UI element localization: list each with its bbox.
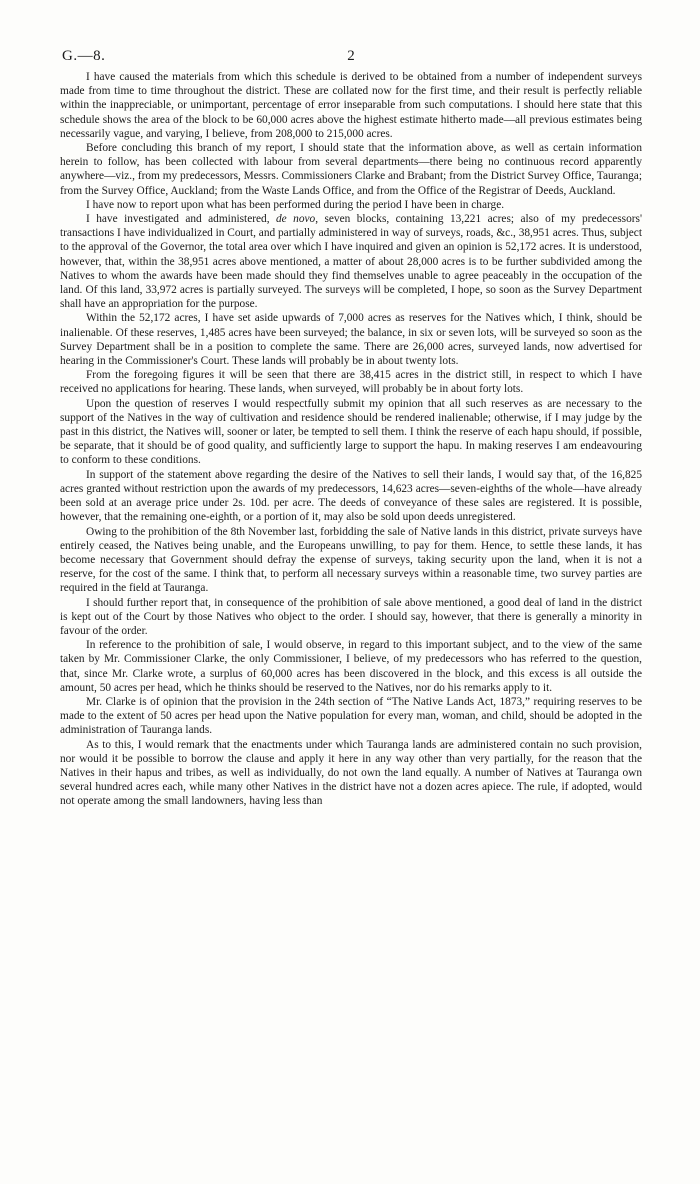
italic-phrase: de novo — [276, 213, 316, 226]
paragraph: Before concluding this branch of my report, I should state that the information above, as well as certain information herein to follow, has been collected with labour from several departments—there being no continuous record apparently anywhere—viz., from my predecessors, Messrs. Commissioners Clarke and Brabant; from the District Survey Office, Tauranga; from the Survey Office, Auckland; from the Waste Lands Office, and from the Office of the Registrar of Deeds, Auckland. — [60, 142, 642, 197]
paragraph: Owing to the prohibition of the 8th November last, forbidding the sale of Native lands in this district, private surveys have entirely ceased, the Natives being unable, and the Europeans unwilling, to pay for them. Hence, to settle these lands, it has become necessary that Government should defray the expense of surveys, taking security upon the land, when it is not a reserve, for the cost of the same. I think that, to perform all necessary surveys within a reasonable time, two survey parties are required in the field at Tauranga. — [60, 525, 642, 595]
paragraph: I have caused the materials from which this schedule is derived to be obtained from a number of independent surveys made from time to time throughout the district. These are collated now for the first time, and their result is perfectly reliable within the inappreciable, or unimportant, percentage of error inseparable from such computations. I should here state that this schedule shows the area of the block to be 60,000 acres above the highest estimate hitherto made—all previous estimates being necessarily vague, and varying, I believe, from 208,000 to 215,000 acres. — [60, 71, 642, 140]
paragraph: In support of the statement above regarding the desire of the Natives to sell their lands, I would say that, of the 16,825 acres granted without restriction upon the awards of my predecessors, 14,623 acres—seven-eighths of the whole—have already been sold at an average price under 2s. 10d. per acre. The deeds of conveyance of these sales are registered. It is possible, however, that the remaining one-eighth, or a portion of it, may also be sold upon deeds unregistered. — [60, 468, 642, 524]
paragraph: I have now to report upon what has been performed during the period I have been in charge. — [86, 198, 505, 211]
paragraph: Mr. Clarke is of opinion that the provision in the 24th section of “The Native Lands Act, 1873,” requiring reserves to be made to the extent of 50 acres per head upon the Native population for every man, woman, and child, should be adopted in the administration of Tauranga lands. — [60, 695, 642, 737]
document-reference: G.—8. — [62, 48, 106, 64]
page-number: 2 — [347, 48, 355, 64]
paragraph: Within the 52,172 acres, I have set aside upwards of 7,000 acres as reserves for the Natives which, I think, should be inalienable. Of these reserves, 1,485 acres have been surveyed; the balance, in six or seven lots, will be surveyed so soon as the Survey Department shall be in a position to complete the same. There are 26,000 acres, surveyed lands, now advertised for hearing in the Commissioner's Court. These lands will probably be in about twenty lots. — [60, 312, 642, 368]
paragraph: Upon the question of reserves I would respectfully submit my opinion that all such reserves as are necessary to the support of the Natives in the way of cultivation and residence should be rendered inalienable; otherwise, if I may judge by the past in this district, the Natives will, sooner or later, be tempted to sell them. I think the reserve of each hapu should, if possible, be separate, that it should be of good quality, and sufficiently large to support the hapu. In making reserves I am endeavouring to conform to these conditions. — [60, 397, 642, 467]
paragraph: I have investigated and administered, de novo, seven blocks, containing 13,221 acres; also of my predecessors' transactions I have individualized in Court, and partially administered in way of surveys, roads, &c., 38,951 acres. Thus, subject to the approval of the Governor, the total area over which I have inquired and given an opinion is 52,172 acres. It is understood, however, that, within the 38,951 acres above mentioned, a matter of about 28,000 acres is to be further subdivided among the Natives to whom the awards have been made should they find themselves unable to agree peaceably in the occupation of the land. Of this land, 33,972 acres is partially surveyed. The surveys will be completed, I hope, so soon as the Survey Department shall have an appropriation for the purpose. — [60, 213, 642, 311]
page-header — [60, 0, 642, 70]
paragraph: In reference to the prohibition of sale, I would observe, in regard to this important subject, and to the view of the same taken by Mr. Commissioner Clarke, the only Commissioner, I believe, of my predecessors who has referred to the question, that, since Mr. Clarke wrote, a surplus of 60,000 acres has been discovered in the block, and this excess is all outside the amount, 50 acres per head, which he thinks should be reserved to the Natives, nor do his remarks apply to it. — [60, 639, 642, 694]
paragraph: I should further report that, in consequence of the prohibition of sale above mentioned, a good deal of land in the district is kept out of the Court by those Natives who object to the order. I should say, however, that there is generally a minority in favour of the order. — [60, 596, 642, 637]
paragraph: From the foregoing figures it will be seen that there are 38,415 acres in the district still, in respect to which I have received no applications for hearing. These lands, when surveyed, will probably be in about forty lots. — [60, 369, 642, 396]
paragraph: As to this, I would remark that the enactments under which Tauranga lands are administered contain no such provision, nor would it be possible to borrow the clause and apply it here in any way other than very partially, for the reason that the Natives in their hapus and tribes, as well as individually, do not own the land equally. A number of Natives at Tauranga own several hundred acres each, while many other Natives in the district have not a dozen acres apiece. The rule, if adopted, would not operate among the small landowners, having less than — [60, 738, 642, 808]
body-text — [60, 70, 642, 809]
